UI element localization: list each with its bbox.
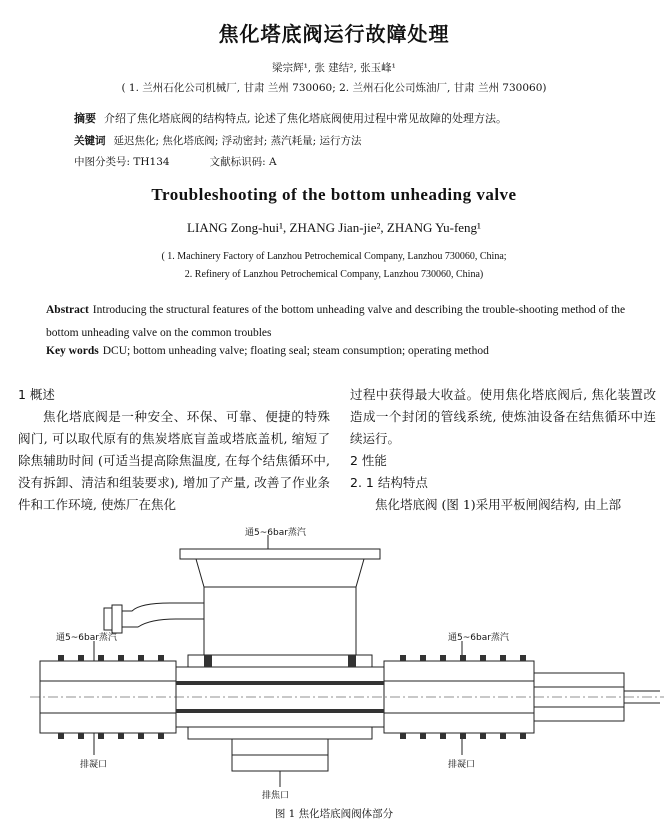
authors-en: LIANG Zong-hui¹, ZHANG Jian-jie², ZHANG Yu-feng¹ xyxy=(187,220,481,235)
section-heading-2: 2 性能 xyxy=(350,453,387,468)
body-paragraph: 焦化塔底阀是一种安全、环保、可靠、便捷的特殊阀门, 可以取代原有的焦炭塔底盲盖或塔底盖机, 缩短了除焦辅助时间 (可适当提高除焦温度, 在每个结焦循环中, 没有拆卸、清洁和组装要求), 增加了产量, 改善了作业条件和工作环境, 使炼厂在焦化 xyxy=(18,409,330,512)
abstract-en xyxy=(46,299,626,345)
section-heading-2-1: 2. 1 结构特点 xyxy=(350,475,428,490)
title-cn: 焦化塔底阀运行故障处理 xyxy=(218,22,450,46)
fig-label-left-steam: 通5~6bar蒸汽 xyxy=(56,633,117,643)
doc-code: 文献标识码: A xyxy=(209,156,277,168)
fig-label-top-steam: 通5~6bar蒸汽 xyxy=(245,528,306,538)
body-paragraph-2: 焦化塔底阀 (图 1)采用平板闸阀结构, 由上部 xyxy=(375,497,622,512)
right-column xyxy=(350,384,656,516)
authors-cn: 梁宗辉¹, 张 建结², 张玉峰¹ xyxy=(272,62,396,74)
fig-label-coke-outlet: 排焦口 xyxy=(262,791,290,801)
keywords-cn-label: 关键词 xyxy=(74,135,106,147)
left-column xyxy=(18,384,330,516)
fig-label-right-steam: 通5~6bar蒸汽 xyxy=(448,633,509,643)
keywords-cn-text: 延迟焦化; 焦化塔底阀; 浮动密封; 蒸汽耗量; 运行方法 xyxy=(113,135,362,147)
keywords-en xyxy=(46,345,489,357)
keywords-en-text: DCU; bottom unheading valve; floating seal; steam consumption; operating method xyxy=(102,345,489,357)
title-en: Troubleshooting of the bottom unheading valve xyxy=(151,185,517,204)
keywords-en-label: Key words xyxy=(46,345,99,357)
section-heading-1: 1 概述 xyxy=(18,387,55,402)
abstract-en-text: Introducing the structural features of the bottom unheading valve and describing the trouble-shooting method of the bottom unheading valve on the common troubles xyxy=(46,304,626,339)
clc-code: 中图分类号: TH134 xyxy=(74,156,170,168)
classification xyxy=(74,154,277,169)
abstract-cn-label: 摘要 xyxy=(74,112,96,125)
abstract-en-label: Abstract xyxy=(46,304,89,316)
affiliation-en-2: 2. Refinery of Lanzhou Petrochemical Company, Lanzhou 730060, China) xyxy=(184,269,484,280)
fig-label-drain-right: 排凝口 xyxy=(448,760,476,770)
fig-label-drain-left: 排凝口 xyxy=(80,760,108,770)
figure-caption: 图 1 焦化塔底阀阀体部分 xyxy=(274,808,394,820)
affiliation-en-1: ( 1. Machinery Factory of Lanzhou Petrochemical Company, Lanzhou 730060, China; xyxy=(161,251,507,262)
abstract-cn xyxy=(74,110,634,126)
keywords-cn xyxy=(74,133,362,148)
affiliation-cn: ( 1. 兰州石化公司机械厂, 甘肃 兰州 730060; 2. 兰州石化公司炼油厂, 甘肃 兰州 730060) xyxy=(121,82,547,94)
abstract-cn-text: 介绍了焦化塔底阀的结构特点, 论述了焦化塔底阀使用过程中常见故障的处理方法。 xyxy=(104,112,507,125)
body-paragraph-continued: 过程中获得最大收益。使用焦化塔底阀后, 焦化装置改造成一个封闭的管线系统, 使炼油设备在结焦循环中连续运行。 xyxy=(350,387,656,446)
